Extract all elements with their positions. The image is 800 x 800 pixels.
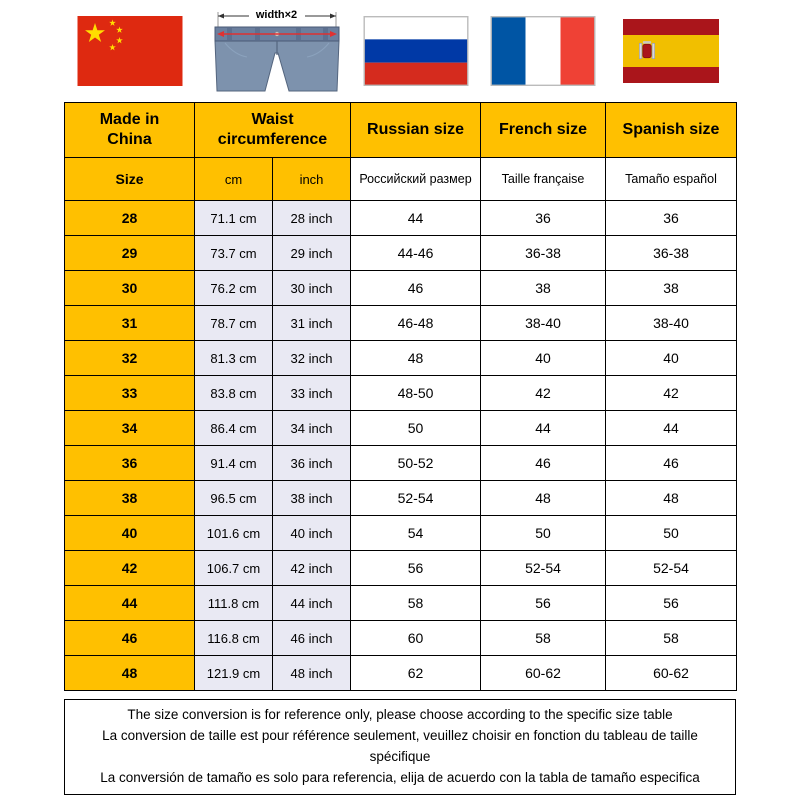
inch-cell: 36 inch: [273, 446, 351, 481]
cm-cell: 106.7 cm: [195, 551, 273, 586]
spanish-subheader: Tamaño español: [606, 158, 737, 201]
russian-size-cell: 48-50: [351, 376, 481, 411]
size-subheader: Size: [65, 158, 195, 201]
size-cell: 31: [65, 306, 195, 341]
french-size-cell: 56: [481, 586, 606, 621]
french-size-cell: 38: [481, 271, 606, 306]
russian-size-cell: 48: [351, 341, 481, 376]
french-size-cell: 42: [481, 376, 606, 411]
spanish-size-cell: 56: [606, 586, 737, 621]
inch-cell: 40 inch: [273, 516, 351, 551]
size-cell: 44: [65, 586, 195, 621]
cm-subheader: cm: [195, 158, 273, 201]
table-row: [65, 341, 737, 376]
france-flag-cell: [481, 6, 606, 103]
china-flag-icon: [77, 16, 183, 86]
size-cell: 30: [65, 271, 195, 306]
table-row: [65, 656, 737, 691]
waist-circumference-label: Waist circumference: [217, 111, 328, 148]
spanish-size-header: [606, 103, 737, 158]
russian-size-cell: 50: [351, 411, 481, 446]
spanish-size-cell: 60-62: [606, 656, 737, 691]
cm-cell: 96.5 cm: [195, 481, 273, 516]
note-french: La conversion de taille est pour référence seulement, veuillez choisir en fonction du tableau de taille spécifique: [102, 727, 698, 764]
size-cell: 33: [65, 376, 195, 411]
cm-cell: 121.9 cm: [195, 656, 273, 691]
inch-cell: 34 inch: [273, 411, 351, 446]
french-size-cell: 60-62: [481, 656, 606, 691]
french-size-cell: 50: [481, 516, 606, 551]
inch-cell: 31 inch: [273, 306, 351, 341]
french-subheader: Taille française: [481, 158, 606, 201]
size-cell: 40: [65, 516, 195, 551]
table-row: [65, 551, 737, 586]
inch-cell: 29 inch: [273, 236, 351, 271]
spanish-size-cell: 36: [606, 201, 737, 236]
table-row: [65, 376, 737, 411]
size-cell: 36: [65, 446, 195, 481]
russian-size-cell: 46-48: [351, 306, 481, 341]
jeans-waist-photo: [201, 9, 351, 93]
size-cell: 46: [65, 621, 195, 656]
russian-size-cell: 44: [351, 201, 481, 236]
cm-cell: 76.2 cm: [195, 271, 273, 306]
french-size-cell: 46: [481, 446, 606, 481]
table-row: [65, 236, 737, 271]
jeans-waist-illustration: [201, 9, 351, 93]
cm-cell: 71.1 cm: [195, 201, 273, 236]
made-in-china-label: Made in China: [99, 111, 160, 148]
spanish-size-cell: 38: [606, 271, 737, 306]
size-cell: 34: [65, 411, 195, 446]
size-cell: 42: [65, 551, 195, 586]
inch-cell: 44 inch: [273, 586, 351, 621]
inch-subheader: inch: [273, 158, 351, 201]
russian-size-header: [351, 103, 481, 158]
note-spanish: La conversión de tamaño es solo para referencia, elija de acuerdo con la tabla de tamaño especifica: [100, 769, 700, 785]
inch-cell: 38 inch: [273, 481, 351, 516]
russia-flag-cell: [351, 6, 481, 103]
cm-cell: 116.8 cm: [195, 621, 273, 656]
cm-cell: 83.8 cm: [195, 376, 273, 411]
inch-cell: 48 inch: [273, 656, 351, 691]
flag-row: [65, 6, 737, 103]
cm-cell: 78.7 cm: [195, 306, 273, 341]
table-row: [65, 621, 737, 656]
table-row: [65, 516, 737, 551]
waist-circumference-header: [195, 103, 351, 158]
russian-size-cell: 52-54: [351, 481, 481, 516]
french-size-label: French size: [498, 121, 588, 138]
french-size-cell: 36: [481, 201, 606, 236]
header-row: [65, 103, 737, 158]
french-size-cell: 52-54: [481, 551, 606, 586]
disclaimer-notes: [64, 699, 736, 795]
size-cell: 28: [65, 201, 195, 236]
spanish-size-cell: 58: [606, 621, 737, 656]
russian-size-cell: 62: [351, 656, 481, 691]
french-size-header: [481, 103, 606, 158]
table-row: [65, 481, 737, 516]
size-cell: 48: [65, 656, 195, 691]
spanish-size-cell: 52-54: [606, 551, 737, 586]
russian-size-label: Russian size: [367, 121, 464, 138]
cm-cell: 73.7 cm: [195, 236, 273, 271]
spanish-size-cell: 36-38: [606, 236, 737, 271]
table-row: [65, 586, 737, 621]
size-cell: 29: [65, 236, 195, 271]
french-size-cell: 36-38: [481, 236, 606, 271]
spanish-size-cell: 38-40: [606, 306, 737, 341]
spain-flag-icon: [623, 19, 719, 83]
note-english: The size conversion is for reference only, please choose according to the specific size table: [127, 707, 673, 722]
spanish-size-cell: 44: [606, 411, 737, 446]
spanish-size-cell: 42: [606, 376, 737, 411]
made-in-china-header: [65, 103, 195, 158]
inch-cell: 32 inch: [273, 341, 351, 376]
russian-size-cell: 54: [351, 516, 481, 551]
french-size-cell: 44: [481, 411, 606, 446]
table-row: [65, 411, 737, 446]
spanish-size-cell: 48: [606, 481, 737, 516]
table-row: [65, 201, 737, 236]
russian-size-cell: 50-52: [351, 446, 481, 481]
russian-size-cell: 56: [351, 551, 481, 586]
table-row: [65, 446, 737, 481]
spanish-size-cell: 50: [606, 516, 737, 551]
french-size-cell: 48: [481, 481, 606, 516]
inch-cell: 33 inch: [273, 376, 351, 411]
spanish-size-label: Spanish size: [622, 121, 720, 138]
cm-cell: 111.8 cm: [195, 586, 273, 621]
russian-size-cell: 46: [351, 271, 481, 306]
inch-cell: 42 inch: [273, 551, 351, 586]
inch-cell: 28 inch: [273, 201, 351, 236]
size-conversion-table: [64, 6, 737, 691]
size-table-body: [65, 201, 737, 691]
russian-size-cell: 60: [351, 621, 481, 656]
jeans-photo-cell: [195, 6, 351, 103]
france-flag-icon: [490, 16, 596, 86]
table-row: [65, 306, 737, 341]
inch-cell: 46 inch: [273, 621, 351, 656]
russian-size-cell: 58: [351, 586, 481, 621]
size-chart-sheet: [64, 0, 736, 795]
subheader-row: [65, 158, 737, 201]
french-size-cell: 38-40: [481, 306, 606, 341]
cm-cell: 91.4 cm: [195, 446, 273, 481]
cm-cell: 86.4 cm: [195, 411, 273, 446]
spanish-size-cell: 46: [606, 446, 737, 481]
cm-cell: 101.6 cm: [195, 516, 273, 551]
inch-cell: 30 inch: [273, 271, 351, 306]
jeans-width-label: width×2: [255, 9, 298, 21]
size-cell: 38: [65, 481, 195, 516]
size-cell: 32: [65, 341, 195, 376]
table-row: [65, 271, 737, 306]
china-flag-cell: [65, 6, 195, 103]
russia-flag-icon: [363, 16, 469, 86]
russian-size-cell: 44-46: [351, 236, 481, 271]
spain-flag-cell: [606, 6, 737, 103]
french-size-cell: 40: [481, 341, 606, 376]
spanish-size-cell: 40: [606, 341, 737, 376]
russian-subheader: Российский размер: [351, 158, 481, 201]
french-size-cell: 58: [481, 621, 606, 656]
cm-cell: 81.3 cm: [195, 341, 273, 376]
